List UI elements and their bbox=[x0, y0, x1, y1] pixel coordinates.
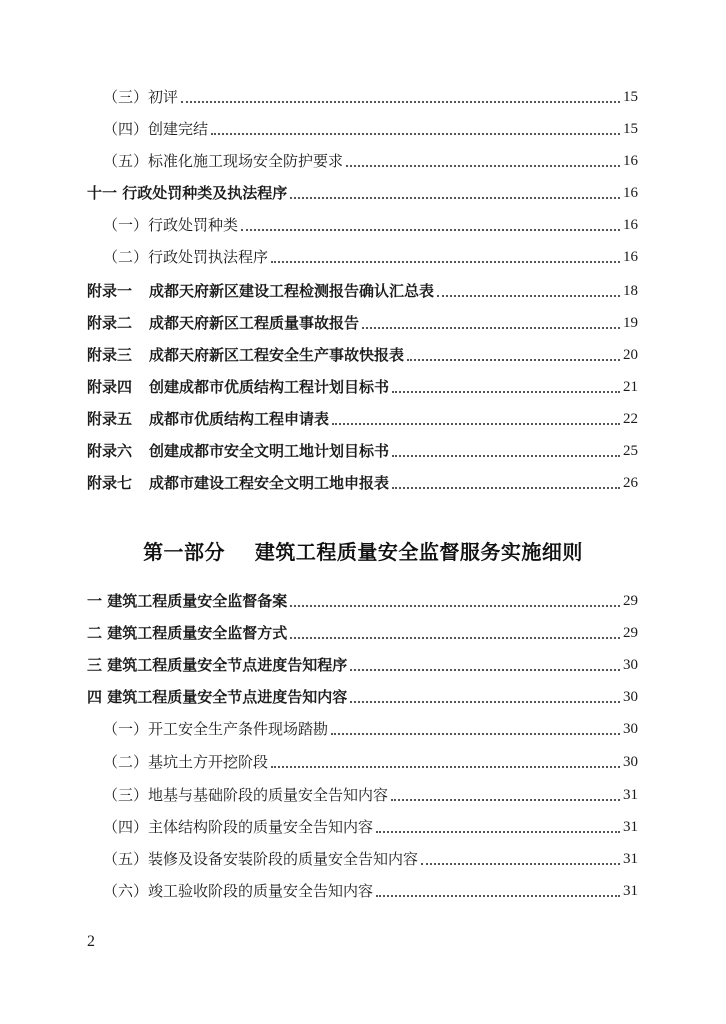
toc-entry-title: 成都市建设工程安全文明工地申报表 bbox=[149, 474, 390, 492]
dot-leader bbox=[350, 669, 620, 671]
toc-entry-page: 15 bbox=[623, 121, 638, 137]
dot-leader bbox=[362, 327, 620, 329]
toc-entry[interactable] bbox=[0, 848, 726, 870]
toc-entry-page: 25 bbox=[623, 443, 638, 459]
toc-entry-page: 22 bbox=[623, 411, 638, 427]
appendix-tag: 附录二 bbox=[87, 314, 133, 332]
dot-leader bbox=[376, 895, 620, 897]
appendix-tag: 附录一 bbox=[87, 282, 133, 300]
toc-entry-title: （三）地基与基础阶段的质量安全告知内容 bbox=[103, 786, 389, 804]
dot-leader bbox=[181, 101, 620, 103]
toc-entry-page: 30 bbox=[623, 689, 638, 705]
toc-entry-title: （五）标准化施工现场安全防护要求 bbox=[103, 152, 344, 170]
toc-entry-title: 成都市优质结构工程申请表 bbox=[149, 410, 330, 428]
toc-entry-page: 16 bbox=[623, 153, 638, 169]
dot-leader bbox=[376, 831, 620, 833]
toc-entry-page: 18 bbox=[623, 283, 638, 299]
toc-entry-title: （二）基坑土方开挖阶段 bbox=[103, 753, 269, 771]
dot-leader bbox=[271, 261, 620, 263]
toc-entry-page: 16 bbox=[623, 249, 638, 265]
dot-leader bbox=[407, 359, 620, 361]
dot-leader bbox=[290, 605, 620, 607]
toc-entry-title: 四 建筑工程质量安全节点进度告知内容 bbox=[87, 688, 348, 706]
dot-leader bbox=[391, 799, 620, 801]
toc-entry-page: 30 bbox=[623, 721, 638, 737]
toc-entry[interactable] bbox=[0, 622, 726, 644]
toc-entry-page: 31 bbox=[623, 787, 638, 803]
dot-leader bbox=[350, 701, 620, 703]
toc-entry[interactable] bbox=[0, 280, 726, 302]
dot-leader bbox=[392, 391, 620, 393]
toc-entry[interactable] bbox=[0, 150, 726, 172]
toc-entry-page: 21 bbox=[623, 379, 638, 395]
toc-entry-title: （六）竣工验收阶段的质量安全告知内容 bbox=[103, 882, 374, 900]
appendix-tag: 附录四 bbox=[87, 378, 133, 396]
appendix-tag: 附录三 bbox=[87, 346, 133, 364]
toc-entry-page: 30 bbox=[623, 754, 638, 770]
toc-entry[interactable] bbox=[0, 718, 726, 740]
toc-entry[interactable] bbox=[0, 880, 726, 902]
dot-leader bbox=[271, 766, 620, 768]
toc-entry[interactable] bbox=[0, 182, 726, 204]
toc-entry-title: （四）创建完结 bbox=[103, 120, 209, 138]
toc-entry-title: 三 建筑工程质量安全节点进度告知程序 bbox=[87, 656, 348, 674]
toc-entry-title: 成都天府新区建设工程检测报告确认汇总表 bbox=[149, 282, 435, 300]
toc-entry-title: 二 建筑工程质量安全监督方式 bbox=[87, 624, 288, 642]
toc-entry[interactable] bbox=[0, 472, 726, 494]
toc-entry[interactable] bbox=[0, 86, 726, 108]
appendix-tag: 附录五 bbox=[87, 410, 133, 428]
toc-entry[interactable] bbox=[0, 312, 726, 334]
toc-entry[interactable] bbox=[0, 214, 726, 236]
toc-entry-title: （三）初评 bbox=[103, 88, 179, 106]
dot-leader bbox=[392, 487, 620, 489]
toc-entry[interactable] bbox=[0, 816, 726, 838]
toc-entry-title: 成都天府新区工程安全生产事故快报表 bbox=[149, 346, 405, 364]
toc-entry[interactable] bbox=[0, 408, 726, 430]
toc-entry-title: （五）装修及设备安装阶段的质量安全告知内容 bbox=[103, 850, 419, 868]
dot-leader bbox=[290, 637, 620, 639]
toc-entry-page: 30 bbox=[623, 657, 638, 673]
dot-leader bbox=[421, 863, 620, 865]
toc-entry-title: 十一 行政处罚种类及执法程序 bbox=[87, 184, 288, 202]
toc-entry-page: 16 bbox=[623, 185, 638, 201]
toc-entry[interactable] bbox=[0, 784, 726, 806]
toc-entry-title: （一）开工安全生产条件现场踏勘 bbox=[103, 720, 329, 738]
toc-entry-page: 31 bbox=[623, 819, 638, 835]
dot-leader bbox=[346, 165, 620, 167]
appendix-tag: 附录六 bbox=[87, 442, 133, 460]
toc-entry[interactable] bbox=[0, 751, 726, 773]
dot-leader bbox=[290, 197, 620, 199]
toc-entry-page: 31 bbox=[623, 851, 638, 867]
toc-entry-page: 20 bbox=[623, 347, 638, 363]
toc-entry-title: 创建成都市安全文明工地计划目标书 bbox=[149, 442, 390, 460]
dot-leader bbox=[211, 133, 620, 135]
toc-entry[interactable] bbox=[0, 246, 726, 268]
dot-leader bbox=[392, 455, 620, 457]
toc-entry-page: 29 bbox=[623, 625, 638, 641]
toc-entry-page: 19 bbox=[623, 315, 638, 331]
dot-leader bbox=[241, 229, 620, 231]
dot-leader bbox=[332, 423, 620, 425]
dot-leader bbox=[331, 733, 620, 735]
toc-entry-title: 成都天府新区工程质量事故报告 bbox=[149, 314, 360, 332]
toc-entry-title: （二）行政处罚执法程序 bbox=[103, 248, 269, 266]
toc-entry[interactable] bbox=[0, 654, 726, 676]
toc-entry[interactable] bbox=[0, 440, 726, 462]
toc-entry-title: 一 建筑工程质量安全监督备案 bbox=[87, 592, 288, 610]
toc-entry[interactable] bbox=[0, 686, 726, 708]
toc-entry-page: 29 bbox=[623, 593, 638, 609]
section-heading: 第一部分 建筑工程质量安全监督服务实施细则 bbox=[143, 540, 583, 564]
toc-entry[interactable] bbox=[0, 344, 726, 366]
toc-entry[interactable] bbox=[0, 118, 726, 140]
toc-entry-title: 创建成都市优质结构工程计划目标书 bbox=[149, 378, 390, 396]
toc-entry[interactable] bbox=[0, 590, 726, 612]
dot-leader bbox=[437, 295, 620, 297]
toc-entry-page: 15 bbox=[623, 89, 638, 105]
toc-entry-title: （四）主体结构阶段的质量安全告知内容 bbox=[103, 818, 374, 836]
page-number: 2 bbox=[87, 933, 95, 950]
toc-entry-page: 31 bbox=[623, 883, 638, 899]
appendix-tag: 附录七 bbox=[87, 474, 133, 492]
toc-entry-page: 26 bbox=[623, 475, 638, 491]
toc-entry-title: （一）行政处罚种类 bbox=[103, 216, 239, 234]
toc-entry[interactable] bbox=[0, 376, 726, 398]
toc-entry-page: 16 bbox=[623, 217, 638, 233]
